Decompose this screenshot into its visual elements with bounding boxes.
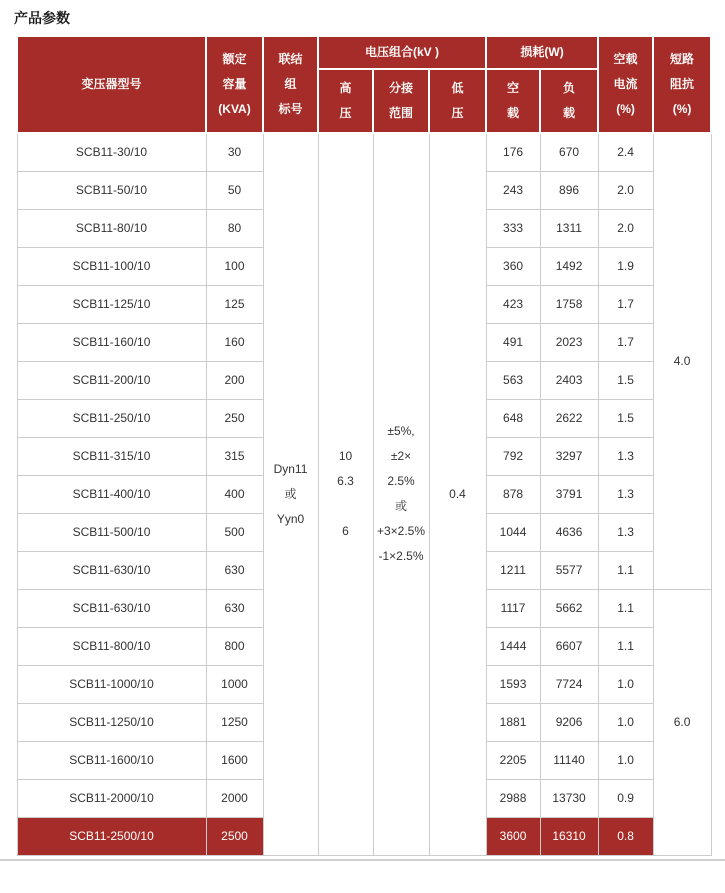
cell-noload-current: 1.7 — [598, 323, 653, 361]
col-header-tap-range: 分接 范围 — [373, 69, 429, 133]
cell-noload-loss: 1211 — [486, 551, 540, 589]
col-header-noload-current: 空载 电流 (%) — [598, 36, 653, 133]
cell-noload-current: 1.1 — [598, 551, 653, 589]
cell-noload-current: 1.1 — [598, 627, 653, 665]
cell-noload-loss: 3600 — [486, 817, 540, 855]
cell-rated-capacity: 1600 — [206, 741, 263, 779]
cell-load-loss: 13730 — [540, 779, 598, 817]
col-header-low-voltage: 低 压 — [429, 69, 486, 133]
cell-load-loss: 4636 — [540, 513, 598, 551]
cell-noload-current: 1.1 — [598, 589, 653, 627]
col-header-short-circuit-impedance: 短路 阻抗 (%) — [653, 36, 711, 133]
cell-rated-capacity: 30 — [206, 133, 263, 171]
cell-noload-loss: 1593 — [486, 665, 540, 703]
table-row — [17, 133, 711, 171]
cell-load-loss: 1492 — [540, 247, 598, 285]
table-header — [17, 36, 711, 133]
cell-load-loss: 16310 — [540, 817, 598, 855]
cell-model: SCB11-1250/10 — [17, 703, 206, 741]
cell-noload-current: 1.0 — [598, 665, 653, 703]
cell-noload-current: 2.4 — [598, 133, 653, 171]
cell-noload-loss: 360 — [486, 247, 540, 285]
page-title: 产品参数 — [14, 10, 70, 26]
cell-model: SCB11-630/10 — [17, 551, 206, 589]
cell-rated-capacity: 2500 — [206, 817, 263, 855]
cell-model: SCB11-50/10 — [17, 171, 206, 209]
cell-short-circuit-impedance: 4.0 — [653, 133, 711, 589]
cell-noload-current: 0.8 — [598, 817, 653, 855]
col-header-load-loss: 负 载 — [540, 69, 598, 133]
cell-noload-loss: 243 — [486, 171, 540, 209]
cell-model: SCB11-500/10 — [17, 513, 206, 551]
cell-load-loss: 670 — [540, 133, 598, 171]
col-header-rated-capacity: 额定 容量 (KVA) — [206, 36, 263, 133]
cell-noload-current: 1.3 — [598, 513, 653, 551]
cell-load-loss: 11140 — [540, 741, 598, 779]
cell-model: SCB11-30/10 — [17, 133, 206, 171]
cell-load-loss: 2403 — [540, 361, 598, 399]
col-header-loss: 损耗(W) — [486, 36, 598, 69]
cell-noload-loss: 2205 — [486, 741, 540, 779]
cell-model: SCB11-2500/10 — [17, 817, 206, 855]
cell-load-loss: 1311 — [540, 209, 598, 247]
cell-load-loss: 3297 — [540, 437, 598, 475]
cell-model: SCB11-160/10 — [17, 323, 206, 361]
cell-noload-current: 1.0 — [598, 703, 653, 741]
cell-model: SCB11-1600/10 — [17, 741, 206, 779]
cell-high-voltage: 10 6.3 6 — [318, 133, 373, 855]
cell-rated-capacity: 50 — [206, 171, 263, 209]
cell-noload-loss: 176 — [486, 133, 540, 171]
cell-noload-current: 1.7 — [598, 285, 653, 323]
cell-noload-loss: 491 — [486, 323, 540, 361]
cell-load-loss: 7724 — [540, 665, 598, 703]
cell-noload-loss: 648 — [486, 399, 540, 437]
col-header-noload-loss: 空 载 — [486, 69, 540, 133]
cell-rated-capacity: 80 — [206, 209, 263, 247]
cell-model: SCB11-315/10 — [17, 437, 206, 475]
cell-rated-capacity: 315 — [206, 437, 263, 475]
col-header-connection-group: 联结 组 标号 — [263, 36, 318, 133]
cell-noload-current: 1.9 — [598, 247, 653, 285]
cell-rated-capacity: 500 — [206, 513, 263, 551]
product-parameters-table — [16, 35, 712, 856]
cell-noload-current: 1.5 — [598, 361, 653, 399]
cell-low-voltage: 0.4 — [429, 133, 486, 855]
cell-rated-capacity: 630 — [206, 589, 263, 627]
cell-load-loss: 6607 — [540, 627, 598, 665]
cell-noload-current: 1.3 — [598, 437, 653, 475]
cell-noload-loss: 1044 — [486, 513, 540, 551]
cell-rated-capacity: 250 — [206, 399, 263, 437]
cell-tap-range: ±5%, ±2× 2.5% 或 +3×2.5% -1×2.5% — [373, 133, 429, 855]
cell-load-loss: 9206 — [540, 703, 598, 741]
cell-noload-loss: 423 — [486, 285, 540, 323]
cell-rated-capacity: 2000 — [206, 779, 263, 817]
cell-noload-current: 2.0 — [598, 209, 653, 247]
cell-model: SCB11-100/10 — [17, 247, 206, 285]
cell-rated-capacity: 100 — [206, 247, 263, 285]
cell-rated-capacity: 160 — [206, 323, 263, 361]
cell-load-loss: 896 — [540, 171, 598, 209]
cell-load-loss: 3791 — [540, 475, 598, 513]
cell-load-loss: 2622 — [540, 399, 598, 437]
cell-model: SCB11-800/10 — [17, 627, 206, 665]
cell-noload-current: 1.0 — [598, 741, 653, 779]
cell-noload-loss: 792 — [486, 437, 540, 475]
cell-rated-capacity: 800 — [206, 627, 263, 665]
table-body — [17, 133, 711, 855]
cell-noload-current: 1.3 — [598, 475, 653, 513]
cell-load-loss: 2023 — [540, 323, 598, 361]
cell-short-circuit-impedance: 6.0 — [653, 589, 711, 855]
cell-noload-loss: 878 — [486, 475, 540, 513]
cell-rated-capacity: 200 — [206, 361, 263, 399]
cell-noload-loss: 333 — [486, 209, 540, 247]
col-header-model: 变压器型号 — [17, 36, 206, 133]
cell-model: SCB11-400/10 — [17, 475, 206, 513]
bottom-divider — [0, 859, 725, 863]
cell-model: SCB11-125/10 — [17, 285, 206, 323]
cell-model: SCB11-1000/10 — [17, 665, 206, 703]
cell-model: SCB11-200/10 — [17, 361, 206, 399]
cell-load-loss: 5662 — [540, 589, 598, 627]
header-row-1 — [17, 36, 711, 69]
cell-rated-capacity: 630 — [206, 551, 263, 589]
cell-noload-loss: 563 — [486, 361, 540, 399]
cell-rated-capacity: 400 — [206, 475, 263, 513]
cell-model: SCB11-2000/10 — [17, 779, 206, 817]
cell-noload-loss: 1117 — [486, 589, 540, 627]
cell-model: SCB11-80/10 — [17, 209, 206, 247]
cell-model: SCB11-630/10 — [17, 589, 206, 627]
cell-noload-loss: 1444 — [486, 627, 540, 665]
cell-rated-capacity: 1000 — [206, 665, 263, 703]
cell-load-loss: 1758 — [540, 285, 598, 323]
cell-noload-current: 1.5 — [598, 399, 653, 437]
col-header-high-voltage: 高 压 — [318, 69, 373, 133]
cell-rated-capacity: 1250 — [206, 703, 263, 741]
cell-noload-current: 0.9 — [598, 779, 653, 817]
cell-rated-capacity: 125 — [206, 285, 263, 323]
cell-connection-group: Dyn11 或 Yyn0 — [263, 133, 318, 855]
cell-model: SCB11-250/10 — [17, 399, 206, 437]
cell-noload-loss: 2988 — [486, 779, 540, 817]
col-header-voltage-combination: 电压组合(kV ) — [318, 36, 486, 69]
cell-load-loss: 5577 — [540, 551, 598, 589]
cell-noload-current: 2.0 — [598, 171, 653, 209]
cell-noload-loss: 1881 — [486, 703, 540, 741]
